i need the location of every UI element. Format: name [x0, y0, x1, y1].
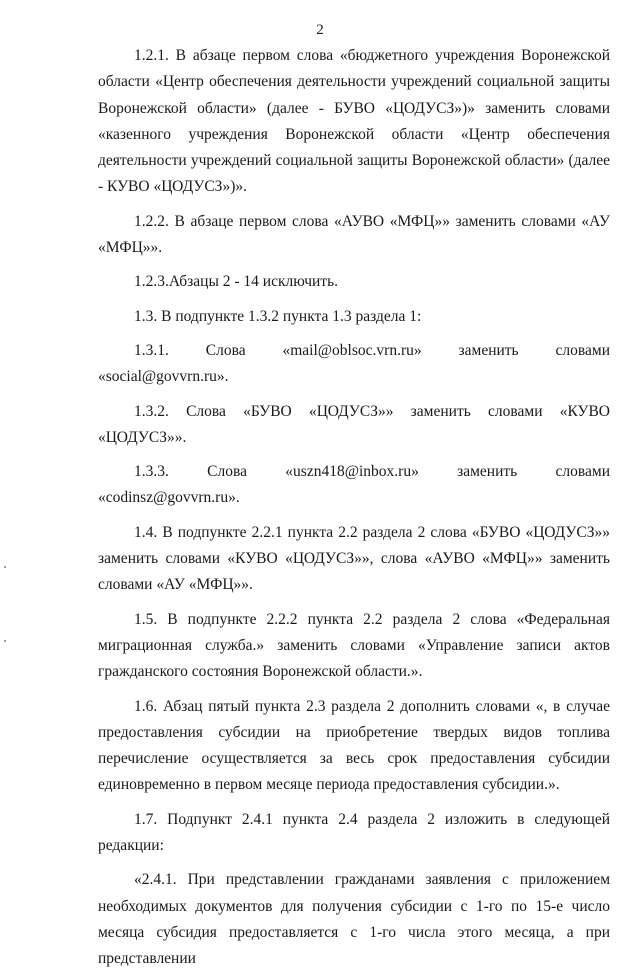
scan-edge-mark	[4, 640, 6, 642]
paragraph-1-7: 1.7. Подпункт 2.4.1 пункта 2.4 раздела 2 изложить в следующей редакции:	[98, 810, 610, 855]
paragraph-1-3-1: 1.3.1. Слова «mail@oblsoc.vrn.ru» заменить словами «social@govvrn.ru».	[98, 341, 610, 386]
paragraph-1-6: 1.6. Абзац пятый пункта 2.3 раздела 2 дополнить словами «, в случае предоставления субсидии на приобретение твердых видов топлива перечисление осуществляется за весь срок предоставления субсидии единовременно в первом месяце периода предоставления субсидии.».	[98, 697, 610, 794]
paragraph-2-4-1: «2.4.1. При представлении гражданами заявления с приложением необходимых документов для получения субсидии с 1-го по 15-е число месяца субсидия предоставляется с 1-го числа этого месяца, а при представлении	[98, 871, 610, 968]
paragraph-1-4: 1.4. В подпункте 2.2.1 пункта 2.2 раздела 2 слова «БУВО «ЦОДУСЗ»» заменить словами «КУВО «ЦОДУСЗ»», слова «АУВО «МФЦ»» заменить словами «АУ «МФЦ»».	[98, 523, 610, 594]
page-number: 2	[316, 22, 324, 38]
paragraph-1-3-2: 1.3.2. Слова «БУВО «ЦОДУСЗ»» заменить словами «КУВО «ЦОДУСЗ»».	[98, 402, 610, 446]
paragraph-1-2-1: 1.2.1. В абзаце первом слова «бюджетного учреждения Воронежской области «Центр обеспечения деятельности учреждений социальной защиты Воронежской области» (далее - БУВО «ЦОДУСЗ»)» заменить словами «казенного учреждения Воронежской области «Центр обеспечения деятельности учреждений социальной защиты Воронежской области» (далее - КУВО «ЦОДУСЗ»)».	[98, 47, 610, 196]
scan-edge-mark	[4, 566, 6, 568]
paragraph-1-3: 1.3. В подпункте 1.3.2 пункта 1.3 раздела 1:	[134, 307, 422, 325]
document-body	[98, 43, 610, 973]
paragraph-1-3-3: 1.3.3. Слова «uszn418@inbox.ru» заменить словами «codinsz@govvrn.ru».	[98, 463, 610, 507]
paragraph-1-2-3: 1.2.3.Абзацы 2 - 14 исключить.	[134, 273, 339, 291]
paragraph-1-5: 1.5. В подпункте 2.2.2 пункта 2.2 раздела 2 слова «Федеральная миграционная служба.» заменить словами «Управление записи актов гражданского состояния Воронежской области.».	[98, 610, 610, 681]
paragraph-1-2-2: 1.2.2. В абзаце первом слова «АУВО «МФЦ»» заменить словами «АУ «МФЦ»».	[98, 212, 610, 257]
